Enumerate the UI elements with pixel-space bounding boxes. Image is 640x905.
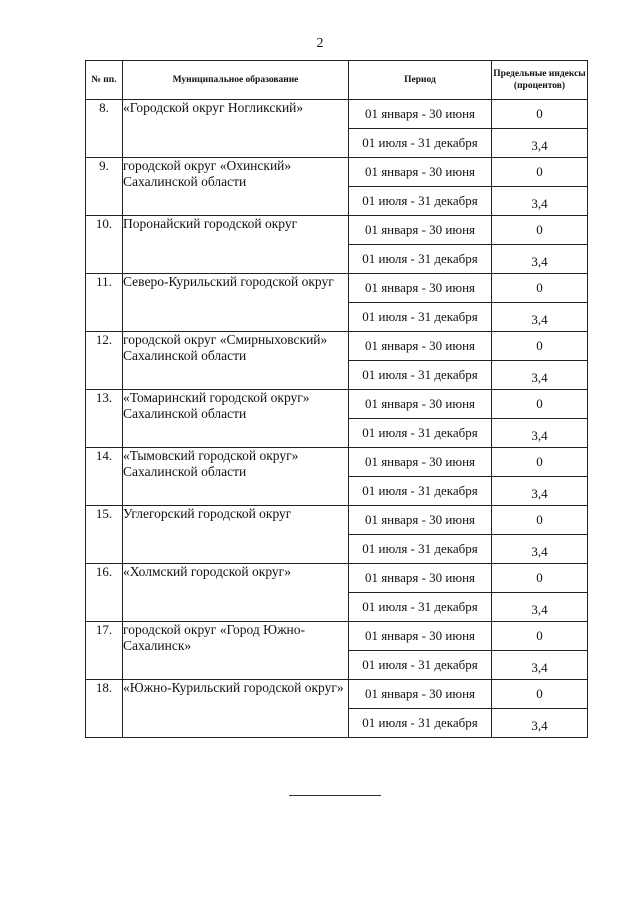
period-first-half: 01 января - 30 июня: [349, 390, 492, 419]
table-row: [86, 274, 588, 303]
period-first-half: 01 января - 30 июня: [349, 332, 492, 361]
header-index: Предельные индексы (процентов): [492, 61, 588, 100]
municipality-name: Углегорский городской округ: [123, 506, 349, 564]
table-row: [86, 680, 588, 709]
index-first-half: 0: [492, 448, 588, 477]
municipality-name: городской округ «Смирныховский» Сахалинской области: [123, 332, 349, 390]
municipality-name: «Томаринский городской округ» Сахалинской области: [123, 390, 349, 448]
row-number: 8.: [86, 100, 123, 158]
table-body: [86, 100, 588, 738]
header-municipality: Муниципальное образование: [123, 61, 349, 100]
index-first-half: 0: [492, 158, 588, 187]
municipality-name: городской округ «Охинский» Сахалинской области: [123, 158, 349, 216]
index-second-half: 3,4: [492, 477, 588, 506]
table-row: [86, 158, 588, 187]
header-period: Период: [349, 61, 492, 100]
period-second-half: 01 июля - 31 декабря: [349, 593, 492, 622]
index-second-half: 3,4: [492, 419, 588, 448]
index-second-half: 3,4: [492, 535, 588, 564]
period-first-half: 01 января - 30 июня: [349, 448, 492, 477]
period-first-half: 01 января - 30 июня: [349, 506, 492, 535]
index-second-half: 3,4: [492, 245, 588, 274]
period-first-half: 01 января - 30 июня: [349, 216, 492, 245]
table-row: [86, 622, 588, 651]
index-first-half: 0: [492, 622, 588, 651]
period-second-half: 01 июля - 31 декабря: [349, 303, 492, 332]
table-row: [86, 332, 588, 361]
index-second-half: 3,4: [492, 651, 588, 680]
municipality-name: «Южно-Курильский городской округ»: [123, 680, 349, 738]
table-header-row: [86, 61, 588, 100]
index-second-half: 3,4: [492, 303, 588, 332]
row-number: 15.: [86, 506, 123, 564]
municipality-name: Северо-Курильский городской округ: [123, 274, 349, 332]
page-number: 2: [316, 36, 324, 51]
index-first-half: 0: [492, 332, 588, 361]
index-second-half: 3,4: [492, 709, 588, 738]
period-first-half: 01 января - 30 июня: [349, 564, 492, 593]
row-number: 17.: [86, 622, 123, 680]
period-first-half: 01 января - 30 июня: [349, 274, 492, 303]
row-number: 18.: [86, 680, 123, 738]
index-first-half: 0: [492, 390, 588, 419]
index-first-half: 0: [492, 216, 588, 245]
period-second-half: 01 июля - 31 декабря: [349, 477, 492, 506]
period-second-half: 01 июля - 31 декабря: [349, 651, 492, 680]
municipality-name: «Холмский городской округ»: [123, 564, 349, 622]
period-second-half: 01 июля - 31 декабря: [349, 245, 492, 274]
period-second-half: 01 июля - 31 декабря: [349, 129, 492, 158]
row-number: 13.: [86, 390, 123, 448]
closing-rule: [289, 795, 381, 796]
row-number: 16.: [86, 564, 123, 622]
period-second-half: 01 июля - 31 декабря: [349, 419, 492, 448]
period-first-half: 01 января - 30 июня: [349, 680, 492, 709]
table-row: [86, 506, 588, 535]
index-first-half: 0: [492, 680, 588, 709]
period-second-half: 01 июля - 31 декабря: [349, 361, 492, 390]
index-second-half: 3,4: [492, 361, 588, 390]
period-second-half: 01 июля - 31 декабря: [349, 187, 492, 216]
table-row: [86, 448, 588, 477]
municipality-name: «Городской округ Ногликский»: [123, 100, 349, 158]
index-first-half: 0: [492, 564, 588, 593]
index-first-half: 0: [492, 274, 588, 303]
row-number: 12.: [86, 332, 123, 390]
row-number: 11.: [86, 274, 123, 332]
period-first-half: 01 января - 30 июня: [349, 100, 492, 129]
header-num: № пп.: [86, 61, 123, 100]
period-first-half: 01 января - 30 июня: [349, 622, 492, 651]
municipality-name: Поронайский городской округ: [123, 216, 349, 274]
index-second-half: 3,4: [492, 187, 588, 216]
row-number: 14.: [86, 448, 123, 506]
table-row: [86, 390, 588, 419]
index-second-half: 3,4: [492, 129, 588, 158]
indices-table: [85, 60, 588, 738]
table-row: [86, 216, 588, 245]
period-second-half: 01 июля - 31 декабря: [349, 709, 492, 738]
municipality-name: «Тымовский городской округ» Сахалинской области: [123, 448, 349, 506]
municipality-name: городской округ «Город Южно-Сахалинск»: [123, 622, 349, 680]
row-number: 9.: [86, 158, 123, 216]
index-second-half: 3,4: [492, 593, 588, 622]
table-row: [86, 564, 588, 593]
table-row: [86, 100, 588, 129]
index-first-half: 0: [492, 506, 588, 535]
row-number: 10.: [86, 216, 123, 274]
period-first-half: 01 января - 30 июня: [349, 158, 492, 187]
index-first-half: 0: [492, 100, 588, 129]
period-second-half: 01 июля - 31 декабря: [349, 535, 492, 564]
